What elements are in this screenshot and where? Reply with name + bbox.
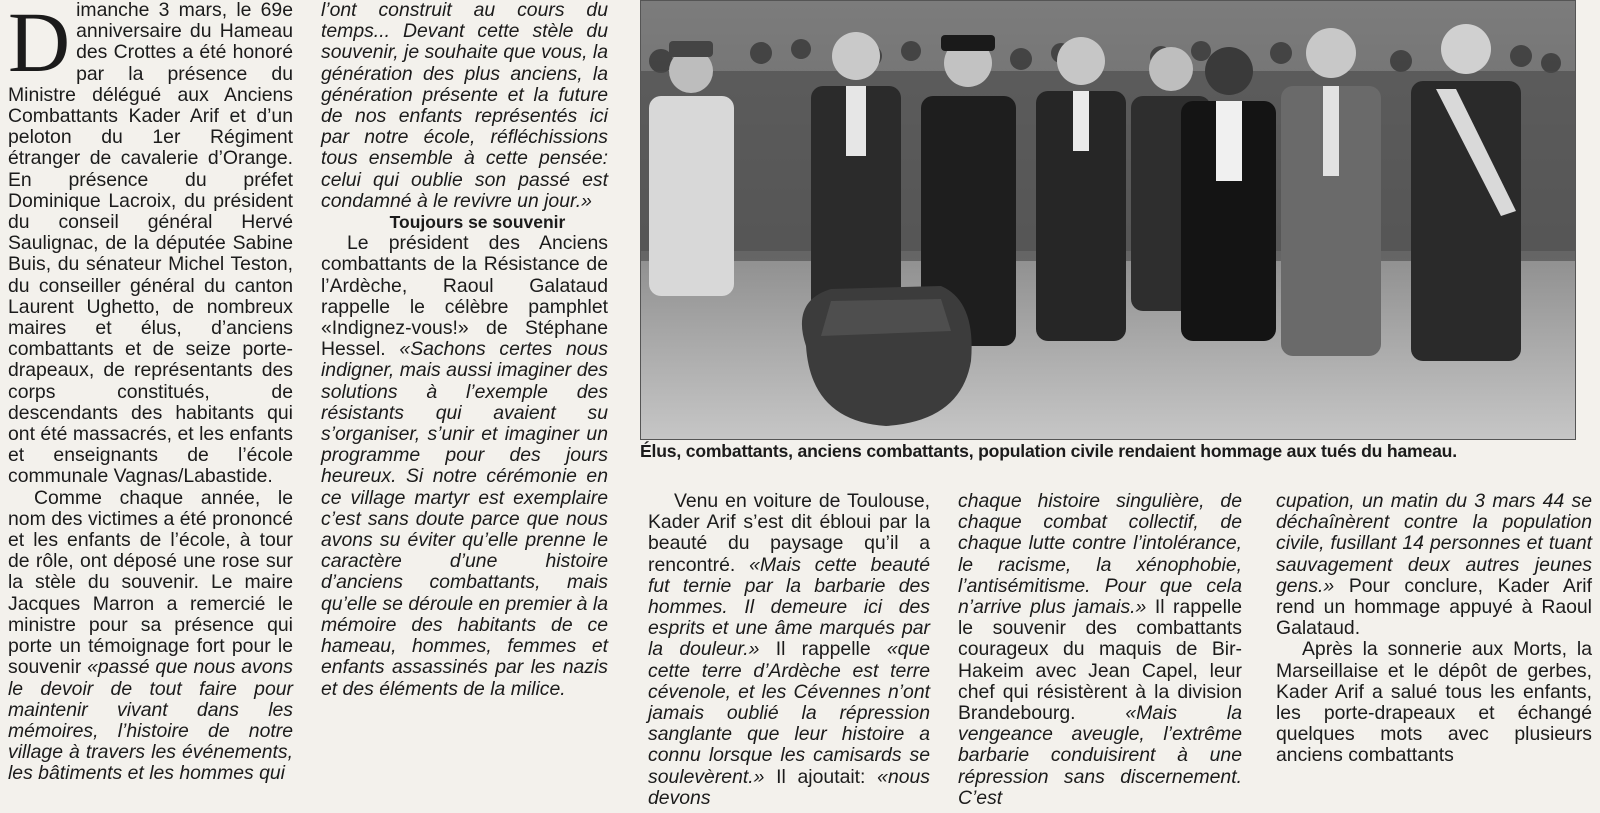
paragraph-text: Comme chaque année, le nom des victimes a été prononcé et les enfants de l’école, à tour de rôle, ont déposé une rose sur la stèle du souvenir. Le maire Jacques Marron a remercié le ministre pour sa présence qui porte un témoignage fort pour le souvenir <box>8 486 293 679</box>
article-column-1 <box>8 0 293 785</box>
article-column-3 <box>648 491 930 809</box>
paragraph-text: Il ajoutait: <box>764 765 878 788</box>
paragraph-text: imanche 3 mars, le 69e anniversaire du Hameau des Crottes a été honoré par la présence du Ministre délégué aux Anciens Combattants Kader Arif et d’un peloton du 1er Régiment étranger de cavalerie d’Orange. En présence du préfet Dominique Lacroix, du président du conseil général Hervé Saulignac, de la députée Sabine Buis, du sénateur Michel Teston, du conseiller général du canton Laurent Ughetto, de nombreux maires et élus, d’anciens combattants et de seize porte-drapeaux, de représentants des corps constitués, de descendants des habitants qui ont été massacrés, et les enfants et enseignants de l’école communale Vagnas/Labastide. <box>8 0 293 488</box>
paragraph <box>648 491 930 809</box>
quote-text: «Mais la vengeance aveugle, l’extrême barbarie conduisirent à une répression sans discernement. C’est <box>958 702 1242 809</box>
quote-text: «nous devons <box>648 765 930 809</box>
paragraph <box>8 0 293 488</box>
paragraph <box>1276 639 1592 766</box>
paragraph <box>321 0 608 212</box>
quote-text: «que cette terre d’Ardèche est terre cévenole, et les Cévennes n’ont jamais oublié la répression sanglante que leur histoire a connu lorsque les camisards se soulevèrent.» <box>648 638 930 788</box>
paragraph-text: Le président des Anciens combattants de la Résistance de l’Ardèche, Raoul Galataud rappelle le célèbre pamphlet «Indignez-vous!» de Stéphane Hessel. <box>321 232 608 361</box>
quote-text: cupation, un matin du 3 mars 44 se déchaînèrent contre la population civile, fusillant 14 personnes et tuant sauvagement deux autres jeunes gens.» <box>1276 490 1592 597</box>
paragraph <box>1276 491 1592 639</box>
ceremony-photo <box>640 0 1576 440</box>
page-edge <box>0 809 1600 813</box>
paragraph <box>958 491 1242 809</box>
drop-cap: D <box>8 0 71 90</box>
paragraph-text: Il rappelle <box>759 638 887 661</box>
article-column-4 <box>958 491 1242 809</box>
quote-text: l’ont construit au cours du temps... Devant cette stèle du souvenir, je souhaite que vous, la génération des plus anciens, la génération présente et la future de nos enfants représentés ici par notre école, réfléchissions tous ensemble à cette pensée: celui qui oublie son passé est condamné à le revivre un jour.» <box>321 0 608 212</box>
quote-text: chaque histoire singulière, de chaque combat collectif, de chaque lutte contre l’intolérance, le racisme, la xénophobie, l’antisémitisme. Pour que cela n’arrive plus jamais.» <box>958 490 1242 619</box>
quote-text: «Sachons certes nous indigner, mais aussi imaginer des solutions à l’exemple des résistants qui avaient su s’organiser, s’unir et imaginer un programme pour des jours heureux. Si notre cérémonie en ce village martyr est exemplaire c’est sans doute parce que nous avons su éviter qu’elle prenne le caractère d’une histoire d’anciens combattants, mais qu’elle se déroule en premier à la mémoire des habitants de ce hameau, hommes, femmes et enfants assassinés par les nazis et des éléments de la milice. <box>321 338 608 700</box>
article-column-5 <box>1276 491 1592 767</box>
quote-text: «Mais cette beauté fut ternie par la barbarie des hommes. Il demeure ici des esprits et une âme marqués par la douleur.» <box>648 553 930 661</box>
subheading: Toujours se souvenir <box>389 212 566 233</box>
paragraph-text: Pour conclure, Kader Arif rend un hommage appuyé à Raoul Galataud. <box>1276 574 1592 640</box>
article-column-2 <box>321 0 608 700</box>
paragraph <box>321 233 608 699</box>
photo-caption: Élus, combattants, anciens combattants, population civile rendaient hommage aux tués du hameau. <box>640 441 1457 461</box>
paragraph-text: Il rappelle le souvenir des combattants courageux du maquis de Bir-Hakeim avec Jean Capel, leur chef qui résistèrent à la division Brandebourg. <box>958 596 1242 725</box>
paragraph-text: Venu en voiture de Toulouse, Kader Arif s’est dit ébloui par la beauté du paysage qu’il a rencontré. <box>648 490 930 576</box>
paragraph <box>8 488 293 785</box>
paragraph-text: Après la sonnerie aux Morts, la Marseillaise et le dépôt de gerbes, Kader Arif a salué tous les enfants, les porte-drapeaux et échangé quelques mots avec plusieurs anciens combattants <box>1276 638 1592 767</box>
quote-text: «passé que nous avons le devoir de tout faire pour maintenir vivant dans les mémoires, l’histoire de notre village à travers les événements, les bâtiments et les hommes qui <box>8 656 293 785</box>
crowd-illustration <box>641 1 1575 439</box>
